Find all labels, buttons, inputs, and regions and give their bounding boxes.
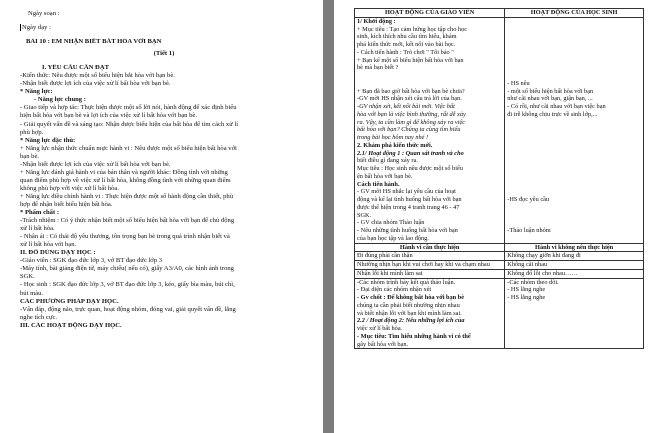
table-row [355, 278, 644, 349]
cell-line: bè mà bạn biết ? [357, 64, 399, 72]
activity-table [354, 8, 644, 349]
cell-line: - Có rồi, như cãi nhau với bạn việc bạn [507, 103, 606, 110]
document-page-left [0, 0, 323, 433]
cell-line [507, 33, 641, 41]
body-line: SGK. [20, 273, 35, 281]
body-line: II. ĐỒ DÙNG DẠY HỌC : [20, 249, 96, 257]
cell-line: của bạn học tập và lao động. [357, 234, 429, 242]
body-line: CÁC PHƯƠNG PHÁP DẠY HỌC. [20, 297, 119, 305]
cell-line: gây bất hòa với bạn. [357, 340, 409, 348]
body-line: bạn bè. [20, 152, 40, 160]
lesson-plan-text [20, 10, 308, 330]
body-line: - Nhân ái : Có thái độ yêu thương, tôn trọng bạn bè trong quá trình nhận biết và [20, 233, 230, 241]
cell-line: - Mục tiêu: Tìm hiểu những hành vi có thể [357, 332, 471, 340]
behavior-dont-cell: Không chạy giỡn khi đang đi [505, 252, 644, 261]
body-line: hiện bất hòa với bạn bè và lợi ích của việc xử lí bất hòa với bạn bè. [20, 112, 197, 120]
cell-line: - Gv chốt : Để không bất hòa với bạn bè [357, 294, 465, 301]
body-line: hợp để nhận biết biểu hiện bất hòa. [20, 201, 113, 208]
body-line: bút màu. [20, 289, 44, 297]
body-lines [20, 72, 308, 330]
cell-line: - Đại diện các nhóm nhận xét [357, 286, 432, 294]
behavior-dont-cell: Không cãi nhau [505, 261, 644, 270]
teach-date-line[interactable]: Ngày dạy : [22, 24, 51, 32]
table-row [355, 252, 644, 261]
body-line: quan điểm phù hợp về việc xử lí bất hòa, không đồng tình với những quan điểm [20, 176, 231, 184]
body-line: xử lí bất hòa với bạn. [20, 241, 77, 249]
cell-line: - HS nêu [507, 79, 530, 87]
cell-line [507, 41, 641, 49]
cell-line: ra. Vậy, ta cần làm gì để không xảy ra việc [357, 118, 466, 126]
body-line: -Trách nhiệm : Có ý thức nhận biết một số biểu hiện bất hòa với bạn để chủ động [20, 217, 235, 225]
cell-line: + Mục tiêu : Tạo cảm hứng học tập cho học [357, 25, 468, 33]
cell-line: - một số biểu hiện bất hòa với bạn [507, 87, 594, 95]
body-line: + Năng lực nhận thức chuẩn mực hành vi : Nêu được một số biểu hiện bất hòa với [20, 144, 237, 152]
cell-line: Cách tiến hành. [357, 180, 400, 188]
student-activity-cell [505, 17, 644, 243]
cell-line [507, 126, 641, 134]
body-line: không phù hợp với việc xử lí bất hòa. [20, 184, 119, 192]
date-label: Ngày soạn : [28, 10, 60, 17]
cell-line [507, 165, 641, 173]
compare-header-dont: Hành vi không nên thực hiện [505, 243, 644, 252]
body-line: III. CÁC HOẠT ĐỘNG DẠY HỌC. [20, 321, 122, 329]
cell-line: động và kể lại tình huống bất hòa với bạn [357, 196, 462, 203]
cell-line: Mục tiêu : Học sinh nêu được một số biểu [357, 165, 463, 172]
body-line: * Phẩm chất : [20, 209, 60, 217]
cell-line: - HS lắng nghe [507, 286, 546, 294]
cell-line: + Bạn kể một số biểu hiện bất hòa với bạn [357, 56, 464, 64]
body-line: -Nhận biết được lợi ích của việc xử lí bất hòa với bạn bè. [20, 80, 171, 88]
behavior-do-cell: Đi đúng phải cần thận [355, 252, 505, 261]
compare-header-do: Hành vi cần thực hiện [355, 243, 505, 252]
cell-line [357, 72, 502, 80]
cell-line [507, 150, 641, 158]
compare-rows [355, 252, 644, 278]
cell-line [507, 219, 641, 227]
behavior-dont-cell: Không đổ lỗi cho nhau…… [505, 269, 644, 278]
body-line: + Năng lực điều chỉnh hành vi : Thực hiện được một số hành động cần thiết, phù [20, 192, 234, 200]
behavior-do-cell: Nhận lỗi khi mình làm sai [355, 269, 505, 278]
cell-line [507, 64, 641, 72]
table-row [355, 269, 644, 278]
cell-line: bất hòa với bạn? Chúng ta cùng tìm hiểu [357, 126, 461, 134]
cell-line [507, 18, 641, 26]
student-column-header: HOẠT ĐỘNG CỦA HỌC SINH [505, 9, 644, 18]
cell-line: biết điều gì đang xảy ra. [357, 157, 418, 165]
cell-line: -GV nhận xét, kết nối bài mới. Việc bất [357, 103, 455, 110]
teacher-column-header: HOẠT ĐỘNG CỦA GIÁO VIÊN [355, 9, 505, 18]
body-line: xử lí bất hòa. [20, 225, 55, 233]
student-activity-cell [505, 278, 644, 349]
cell-line [507, 204, 641, 212]
body-line: + Năng lực đánh giá hành vi của bản thân và người khác: Đồng tình với những [20, 168, 228, 176]
cell-line: - Nêu những tình huống bất hòa với bạn [357, 227, 458, 234]
cell-line [507, 142, 641, 150]
cell-line: được thể hiện trong 4 tranh trang 46 - 47 [357, 203, 460, 211]
cell-line: - HS lắng nghe [507, 294, 546, 301]
behavior-do-cell: Nhường nhịn bạn khi vui chơi hay khi va chạm nhau [355, 261, 505, 270]
cell-line: việc xử lí bất hòa. [357, 325, 403, 332]
cell-line: phá kiến thức mới, kết nối vào bài học. [357, 41, 456, 48]
body-line: -Vấn đáp, động não, trực quan, hoạt động nhóm, đóng vai, giải quyết vấn đề, lắng [20, 305, 236, 313]
body-line: -Nhận biết được lợi ích của việc xử lí bất hòa với bạn bè. [20, 160, 171, 168]
cell-line: và biết nhận lỗi với bạn khi mình làm sai. [357, 309, 462, 317]
cell-line [507, 212, 641, 220]
lesson-period: (Tiết 1) [153, 50, 175, 58]
cell-line: 2. Khám phá kiến thức mới. [357, 141, 433, 149]
body-line: - Giao tiếp và hợp tác: Thực hiện được một số lời nói, hành động để xác định biểu [20, 104, 237, 112]
cell-line: -Các nhóm theo dõi. [507, 278, 559, 286]
cell-line [357, 80, 502, 88]
cell-line: hòa với bạn là việc bình thường, rất dễ xảy [357, 110, 466, 118]
cell-line [507, 119, 641, 127]
compare-header-row [355, 243, 644, 252]
cell-line: + Bạn đã bao giờ bất hòa với bạn bè chưa? [357, 87, 465, 95]
cell-line: - GV chia nhóm Thảo luận [357, 219, 425, 227]
body-line: -Kiến thức: Nêu được một số biểu hiện bắt hòa với bạn bè. [20, 72, 175, 80]
body-line: * Năng lực đặc thù: [20, 136, 76, 144]
cell-line: đi trễ không chịu trực về sinh lớp,... [507, 110, 598, 118]
body-line: phù hợp. [20, 128, 44, 136]
body-line: - Năng lực chung : [34, 96, 86, 104]
table-row [355, 17, 644, 243]
lesson-title: BÀI 10 : EM NHẬN BIẾT BẮT HÒA VỚI BẠN [26, 38, 162, 46]
cell-line [507, 188, 641, 196]
document-page-right [334, 0, 650, 433]
cell-line: sinh, kích thích nhu cầu tìm hiểu, khám [357, 33, 457, 41]
body-line: - Học sinh : SGK đạo đức lớp 3, vở BT đạo đức lớp 3, kéo, giấy bìa màu, bút chì, [20, 281, 235, 289]
cell-line: SGK. [357, 211, 372, 219]
cell-line: 2.2 / Hoạt động 2: Nêu những lợi ích của [357, 317, 465, 325]
cell-line: 1/ Khởi động : [357, 17, 396, 25]
cell-line [507, 134, 641, 142]
cell-line: 2.1/ Hoạt động 1 : Quan sát tranh và cho [357, 149, 464, 157]
body-line: -Máy tính, bài giảng điện tử, máy chiếu( nếu có), giấy A3/A0, các hình ảnh trong [20, 265, 234, 273]
cell-line: -Thảo luận nhóm [507, 227, 551, 234]
cell-line [507, 181, 641, 189]
cell-line [507, 57, 641, 65]
cell-line: chúng ta cần phải biết nhường nhịn nhau [357, 301, 460, 309]
body-line: - Giải quyết vấn đề và sáng tạo: Nhận được biểu hiện của bất hòa để tìm cách xử lí [20, 120, 239, 128]
cell-line [507, 157, 641, 165]
body-line: nghe tích cực. [20, 313, 58, 321]
cell-line [507, 173, 641, 181]
cell-line: ện bất hòa với bạn bè. [357, 172, 413, 180]
teacher-activity-cell [355, 17, 505, 243]
body-line: -Giáo viên : SGK đạo đức lớp 3, vở BT đạo đức lớp 3 [20, 257, 163, 265]
body-line: * Năng lực: [20, 88, 53, 96]
cell-line: - GV mời HS nhắc lại yêu cầu của hoạt [357, 188, 456, 196]
cell-line: -Các nhóm trình bày kết quả thảo luận. [357, 278, 456, 286]
table-header-row [355, 9, 644, 18]
cell-line [507, 49, 641, 57]
cell-line [507, 72, 641, 80]
teacher-activity-cell [355, 278, 505, 349]
cell-line: -HS đọc yêu cầu [507, 196, 550, 203]
cell-line [507, 26, 641, 34]
cell-line: -GV mời HS nhận xét câu trả lời của bạn. [357, 95, 462, 103]
cell-line: như cãi nhau với bạn, giận bạn, ... [507, 95, 593, 103]
table-row [355, 261, 644, 270]
cell-line: trong bài học hôm nay nhé ! [357, 134, 429, 141]
cell-line: - Cách tiến hành : Trò chơi " Tôi bảo " [357, 48, 454, 56]
section-heading-requirements: I. YÊU CẦU CẦN ĐẠT [42, 64, 109, 72]
text-cursor [20, 24, 21, 31]
